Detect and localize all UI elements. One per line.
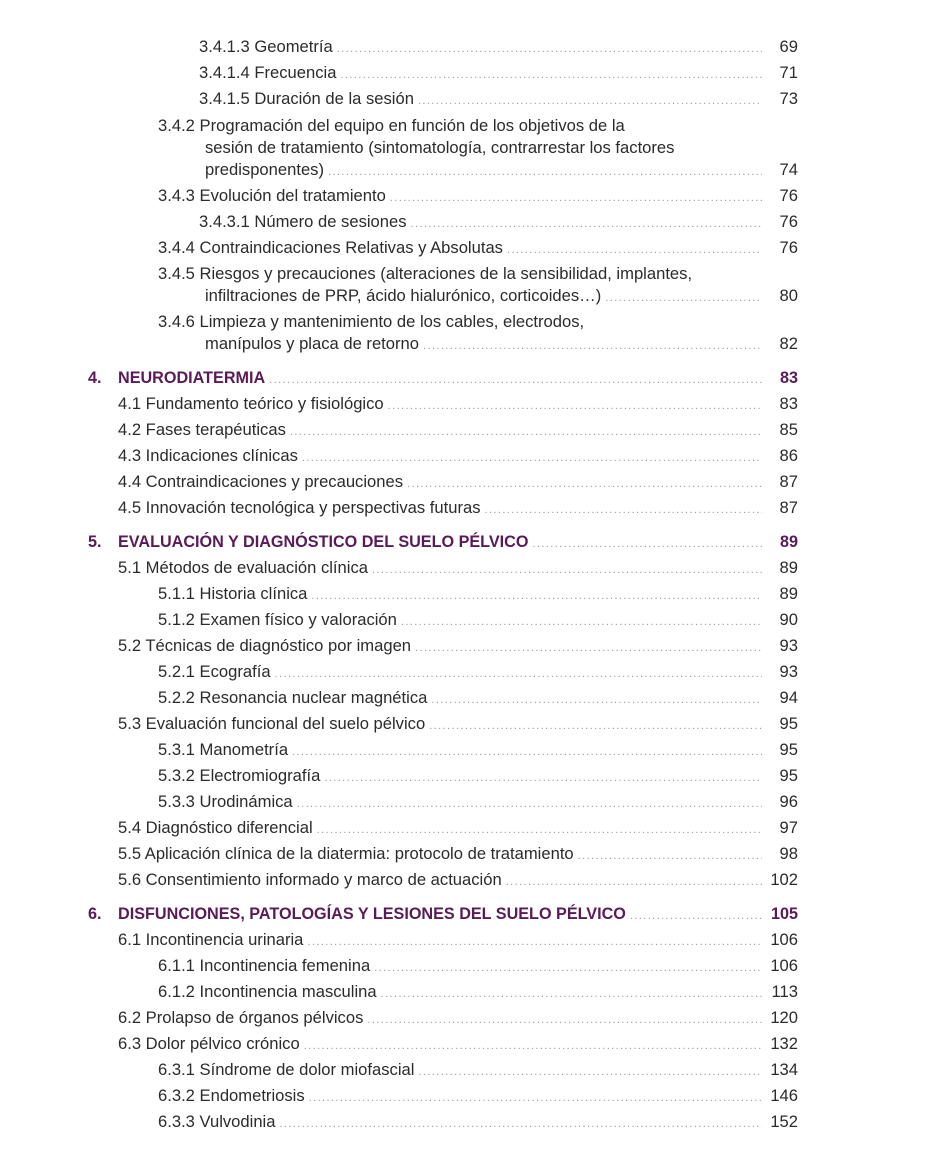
toc-row <box>158 237 762 261</box>
page-number: 96 <box>779 792 798 811</box>
entry-title-continuation: sesión de tratamiento (sintomatología, contrarrestar los factores <box>205 138 675 157</box>
page-number: 90 <box>779 610 798 629</box>
toc-entry[interactable] <box>0 583 931 606</box>
dot-leader <box>290 421 762 443</box>
dot-leader <box>292 741 762 763</box>
toc-entry[interactable] <box>0 739 931 762</box>
entry-title: 5.5 Aplicación clínica de la diatermia: protocolo de tratamiento <box>118 844 574 863</box>
toc-row <box>158 609 762 633</box>
page-number: 152 <box>770 1112 798 1131</box>
toc-entry[interactable] <box>0 211 931 234</box>
page-number: 76 <box>779 238 798 257</box>
dot-leader <box>324 767 762 789</box>
toc-row <box>118 1033 762 1057</box>
dot-leader <box>630 905 762 927</box>
dot-leader <box>423 335 762 357</box>
dot-leader <box>302 447 762 469</box>
page-number: 86 <box>779 446 798 465</box>
entry-title: 3.4.1.5 Duración de la sesión <box>199 89 414 108</box>
entry-title: 6.3.2 Endometriosis <box>158 1086 305 1105</box>
toc-entry[interactable] <box>0 393 931 416</box>
toc-entry[interactable] <box>0 237 931 260</box>
entry-title: 3.4.5 Riesgos y precauciones (alteraciones de la sensibilidad, implantes, <box>158 264 693 283</box>
toc-row <box>118 843 762 867</box>
toc-entry[interactable] <box>0 445 931 468</box>
toc-entry[interactable] <box>0 471 931 494</box>
dot-leader <box>390 187 762 209</box>
page-number: 95 <box>779 740 798 759</box>
toc-row <box>158 1085 762 1109</box>
dot-leader <box>328 161 762 183</box>
chapter-number: 5. <box>88 533 102 551</box>
entry-title: 3.4.1.4 Frecuencia <box>199 63 337 82</box>
toc-row <box>205 333 762 357</box>
dot-leader <box>372 559 762 581</box>
toc-entry[interactable] <box>0 185 931 208</box>
dot-leader <box>311 585 762 607</box>
chapter-title: EVALUACIÓN Y DIAGNÓSTICO DEL SUELO PÉLVICO <box>118 533 529 551</box>
dot-leader <box>388 395 762 417</box>
entry-title: 5.3.2 Electromiografía <box>158 766 321 785</box>
toc-row <box>118 903 762 927</box>
dot-leader <box>415 637 762 659</box>
page-number: 69 <box>779 37 798 56</box>
page-number: 105 <box>770 905 798 923</box>
toc-entry[interactable] <box>0 1059 931 1082</box>
toc-row <box>118 869 762 893</box>
toc-entry[interactable] <box>0 765 931 788</box>
toc-row <box>158 739 762 763</box>
toc-entry[interactable] <box>0 115 931 184</box>
entry-title: 6.3.3 Vulvodinia <box>158 1112 276 1131</box>
entry-title: 5.3.3 Urodinámica <box>158 792 293 811</box>
chapter-number: 4. <box>88 369 102 387</box>
dot-leader <box>418 90 762 112</box>
entry-title-continuation: predisponentes) <box>205 160 325 179</box>
entry-title: 5.1.2 Examen físico y valoración <box>158 610 397 629</box>
entry-title: 5.1 Métodos de evaluación clínica <box>118 558 368 577</box>
page-number: 87 <box>779 472 798 491</box>
toc-entry[interactable] <box>0 791 931 814</box>
toc-row <box>158 583 762 607</box>
dot-leader <box>374 957 762 979</box>
dot-leader <box>304 1035 762 1057</box>
entry-title: 6.2 Prolapso de órganos pélvicos <box>118 1008 364 1027</box>
toc-entry[interactable] <box>0 869 931 892</box>
entry-title: 6.1 Incontinencia urinaria <box>118 930 304 949</box>
dot-leader <box>411 213 762 235</box>
toc-row <box>118 929 762 953</box>
toc-row <box>158 661 762 685</box>
entry-title: 5.3.1 Manometría <box>158 740 289 759</box>
page-number: 74 <box>779 160 798 179</box>
toc-entry[interactable] <box>0 88 931 111</box>
page-number: 106 <box>770 930 798 949</box>
entry-title: 5.1.1 Historia clínica <box>158 584 308 603</box>
toc-row <box>158 765 762 789</box>
dot-leader <box>269 369 762 391</box>
toc-row <box>199 211 762 235</box>
toc-entry[interactable] <box>0 687 931 710</box>
toc-row <box>118 635 762 659</box>
chapter-number: 6. <box>88 905 102 923</box>
toc-chapter-entry[interactable] <box>0 903 931 926</box>
toc-entry[interactable] <box>0 929 931 952</box>
entry-title: 3.4.1.3 Geometría <box>199 37 333 56</box>
dot-leader <box>532 533 762 555</box>
toc-entry[interactable] <box>0 1033 931 1056</box>
page-number: 82 <box>779 334 798 353</box>
page-number: 95 <box>779 714 798 733</box>
page-number: 89 <box>779 558 798 577</box>
dot-leader <box>367 1009 762 1031</box>
entry-title: 5.2 Técnicas de diagnóstico por imagen <box>118 636 412 655</box>
toc-entry[interactable] <box>0 1111 931 1134</box>
page-number: 106 <box>770 956 798 975</box>
dot-leader <box>337 38 762 60</box>
dot-leader <box>309 1087 762 1109</box>
toc-row <box>158 981 762 1005</box>
dot-leader <box>381 983 762 1005</box>
page-number: 80 <box>779 286 798 305</box>
page-number: 89 <box>779 584 798 603</box>
entry-title: 5.2.2 Resonancia nuclear magnética <box>158 688 428 707</box>
toc-row <box>199 88 762 112</box>
toc-row <box>199 62 762 86</box>
page-number: 97 <box>779 818 798 837</box>
entry-title: 3.4.6 Limpieza y mantenimiento de los cables, electrodos, <box>158 312 585 331</box>
toc-row <box>118 445 762 469</box>
dot-leader <box>507 239 762 261</box>
page-number: 94 <box>779 688 798 707</box>
toc-entry[interactable] <box>0 557 931 580</box>
dot-leader <box>307 931 762 953</box>
dot-leader <box>605 287 762 309</box>
toc-row <box>118 393 762 417</box>
entry-title: 6.1.2 Incontinencia masculina <box>158 982 377 1001</box>
toc-row <box>118 419 762 443</box>
dot-leader <box>401 611 762 633</box>
toc-entry[interactable] <box>0 62 931 85</box>
dot-leader <box>506 871 762 893</box>
toc-row <box>118 817 762 841</box>
entry-title: 3.4.3 Evolución del tratamiento <box>158 186 386 205</box>
page-number: 76 <box>779 212 798 231</box>
toc-entry[interactable] <box>0 817 931 840</box>
toc-chapter-entry[interactable] <box>0 531 931 554</box>
page-number: 93 <box>779 636 798 655</box>
entry-title: 5.3 Evaluación funcional del suelo pélvico <box>118 714 426 733</box>
dot-leader <box>340 64 762 86</box>
entry-title: 5.6 Consentimiento informado y marco de actuación <box>118 870 502 889</box>
toc-entry[interactable] <box>0 635 931 658</box>
toc-row <box>118 367 762 391</box>
toc-entry[interactable] <box>0 311 931 357</box>
dot-leader <box>431 689 762 711</box>
entry-title: 4.2 Fases terapéuticas <box>118 420 286 439</box>
toc-row <box>118 497 762 521</box>
page-number: 73 <box>779 89 798 108</box>
page-number: 113 <box>771 982 798 1001</box>
toc-entry[interactable] <box>0 843 931 866</box>
dot-leader <box>317 819 762 841</box>
entry-title: 5.2.1 Ecografía <box>158 662 271 681</box>
entry-title: 5.4 Diagnóstico diferencial <box>118 818 313 837</box>
page-number: 132 <box>770 1034 798 1053</box>
dot-leader <box>418 1061 762 1083</box>
toc-row <box>158 791 762 815</box>
entry-title-continuation: manípulos y placa de retorno <box>205 334 420 353</box>
dot-leader <box>275 663 762 685</box>
entry-title: 4.1 Fundamento teórico y fisiológico <box>118 394 384 413</box>
page-number: 83 <box>779 394 798 413</box>
dot-leader <box>297 793 762 815</box>
toc-row <box>158 1059 762 1083</box>
toc-row <box>118 471 762 495</box>
toc-entry[interactable] <box>0 955 931 978</box>
page-number: 93 <box>779 662 798 681</box>
toc-entry[interactable] <box>0 1007 931 1030</box>
page-number: 134 <box>770 1060 798 1079</box>
toc-entry[interactable] <box>0 661 931 684</box>
toc-row <box>118 713 762 737</box>
dot-leader <box>407 473 762 495</box>
page-number: 146 <box>770 1086 798 1105</box>
page-number: 120 <box>770 1008 798 1027</box>
toc-row <box>205 285 762 309</box>
toc-entry[interactable] <box>0 419 931 442</box>
page-number: 102 <box>770 870 798 889</box>
page-number: 98 <box>779 844 798 863</box>
page-number: 87 <box>779 498 798 517</box>
page-number: 76 <box>779 186 798 205</box>
dot-leader <box>279 1113 762 1135</box>
toc-entry[interactable] <box>0 981 931 1004</box>
entry-title: 3.4.4 Contraindicaciones Relativas y Absolutas <box>158 238 503 257</box>
toc-entry[interactable] <box>0 609 931 632</box>
page-number: 89 <box>779 533 798 551</box>
toc-row <box>118 557 762 581</box>
toc-entry[interactable] <box>0 263 931 309</box>
entry-title: 6.3.1 Síndrome de dolor miofascial <box>158 1060 415 1079</box>
page-number: 71 <box>779 63 798 82</box>
toc-row <box>205 159 762 183</box>
chapter-title: DISFUNCIONES, PATOLOGÍAS Y LESIONES DEL SUELO PÉLVICO <box>118 905 626 923</box>
dot-leader <box>578 845 762 867</box>
entry-title: 6.1.1 Incontinencia femenina <box>158 956 371 975</box>
page-number: 83 <box>779 369 798 387</box>
entry-title-continuation: infiltraciones de PRP, ácido hialurónico, corticoides…) <box>205 286 602 305</box>
toc-chapter-entry[interactable] <box>0 367 931 390</box>
toc-entry[interactable] <box>0 36 931 59</box>
toc-row <box>158 185 762 209</box>
chapter-title: NEURODIATERMIA <box>118 369 266 387</box>
dot-leader <box>485 499 762 521</box>
toc-row <box>158 687 762 711</box>
dot-leader <box>429 715 762 737</box>
toc-entry[interactable] <box>0 497 931 520</box>
entry-title: 4.4 Contraindicaciones y precauciones <box>118 472 404 491</box>
page-number: 95 <box>779 766 798 785</box>
entry-title: 3.4.3.1 Número de sesiones <box>199 212 407 231</box>
entry-title: 4.5 Innovación tecnológica y perspectivas futuras <box>118 498 481 517</box>
toc-row <box>158 1111 762 1135</box>
toc-entry[interactable] <box>0 1085 931 1108</box>
toc-row <box>118 531 762 555</box>
toc-row <box>158 955 762 979</box>
toc-entry[interactable] <box>0 713 931 736</box>
entry-title: 4.3 Indicaciones clínicas <box>118 446 298 465</box>
toc-row <box>199 36 762 60</box>
toc-row <box>118 1007 762 1031</box>
entry-title: 6.3 Dolor pélvico crónico <box>118 1034 300 1053</box>
entry-title: 3.4.2 Programación del equipo en función de los objetivos de la <box>158 116 625 135</box>
page-number: 85 <box>779 420 798 439</box>
